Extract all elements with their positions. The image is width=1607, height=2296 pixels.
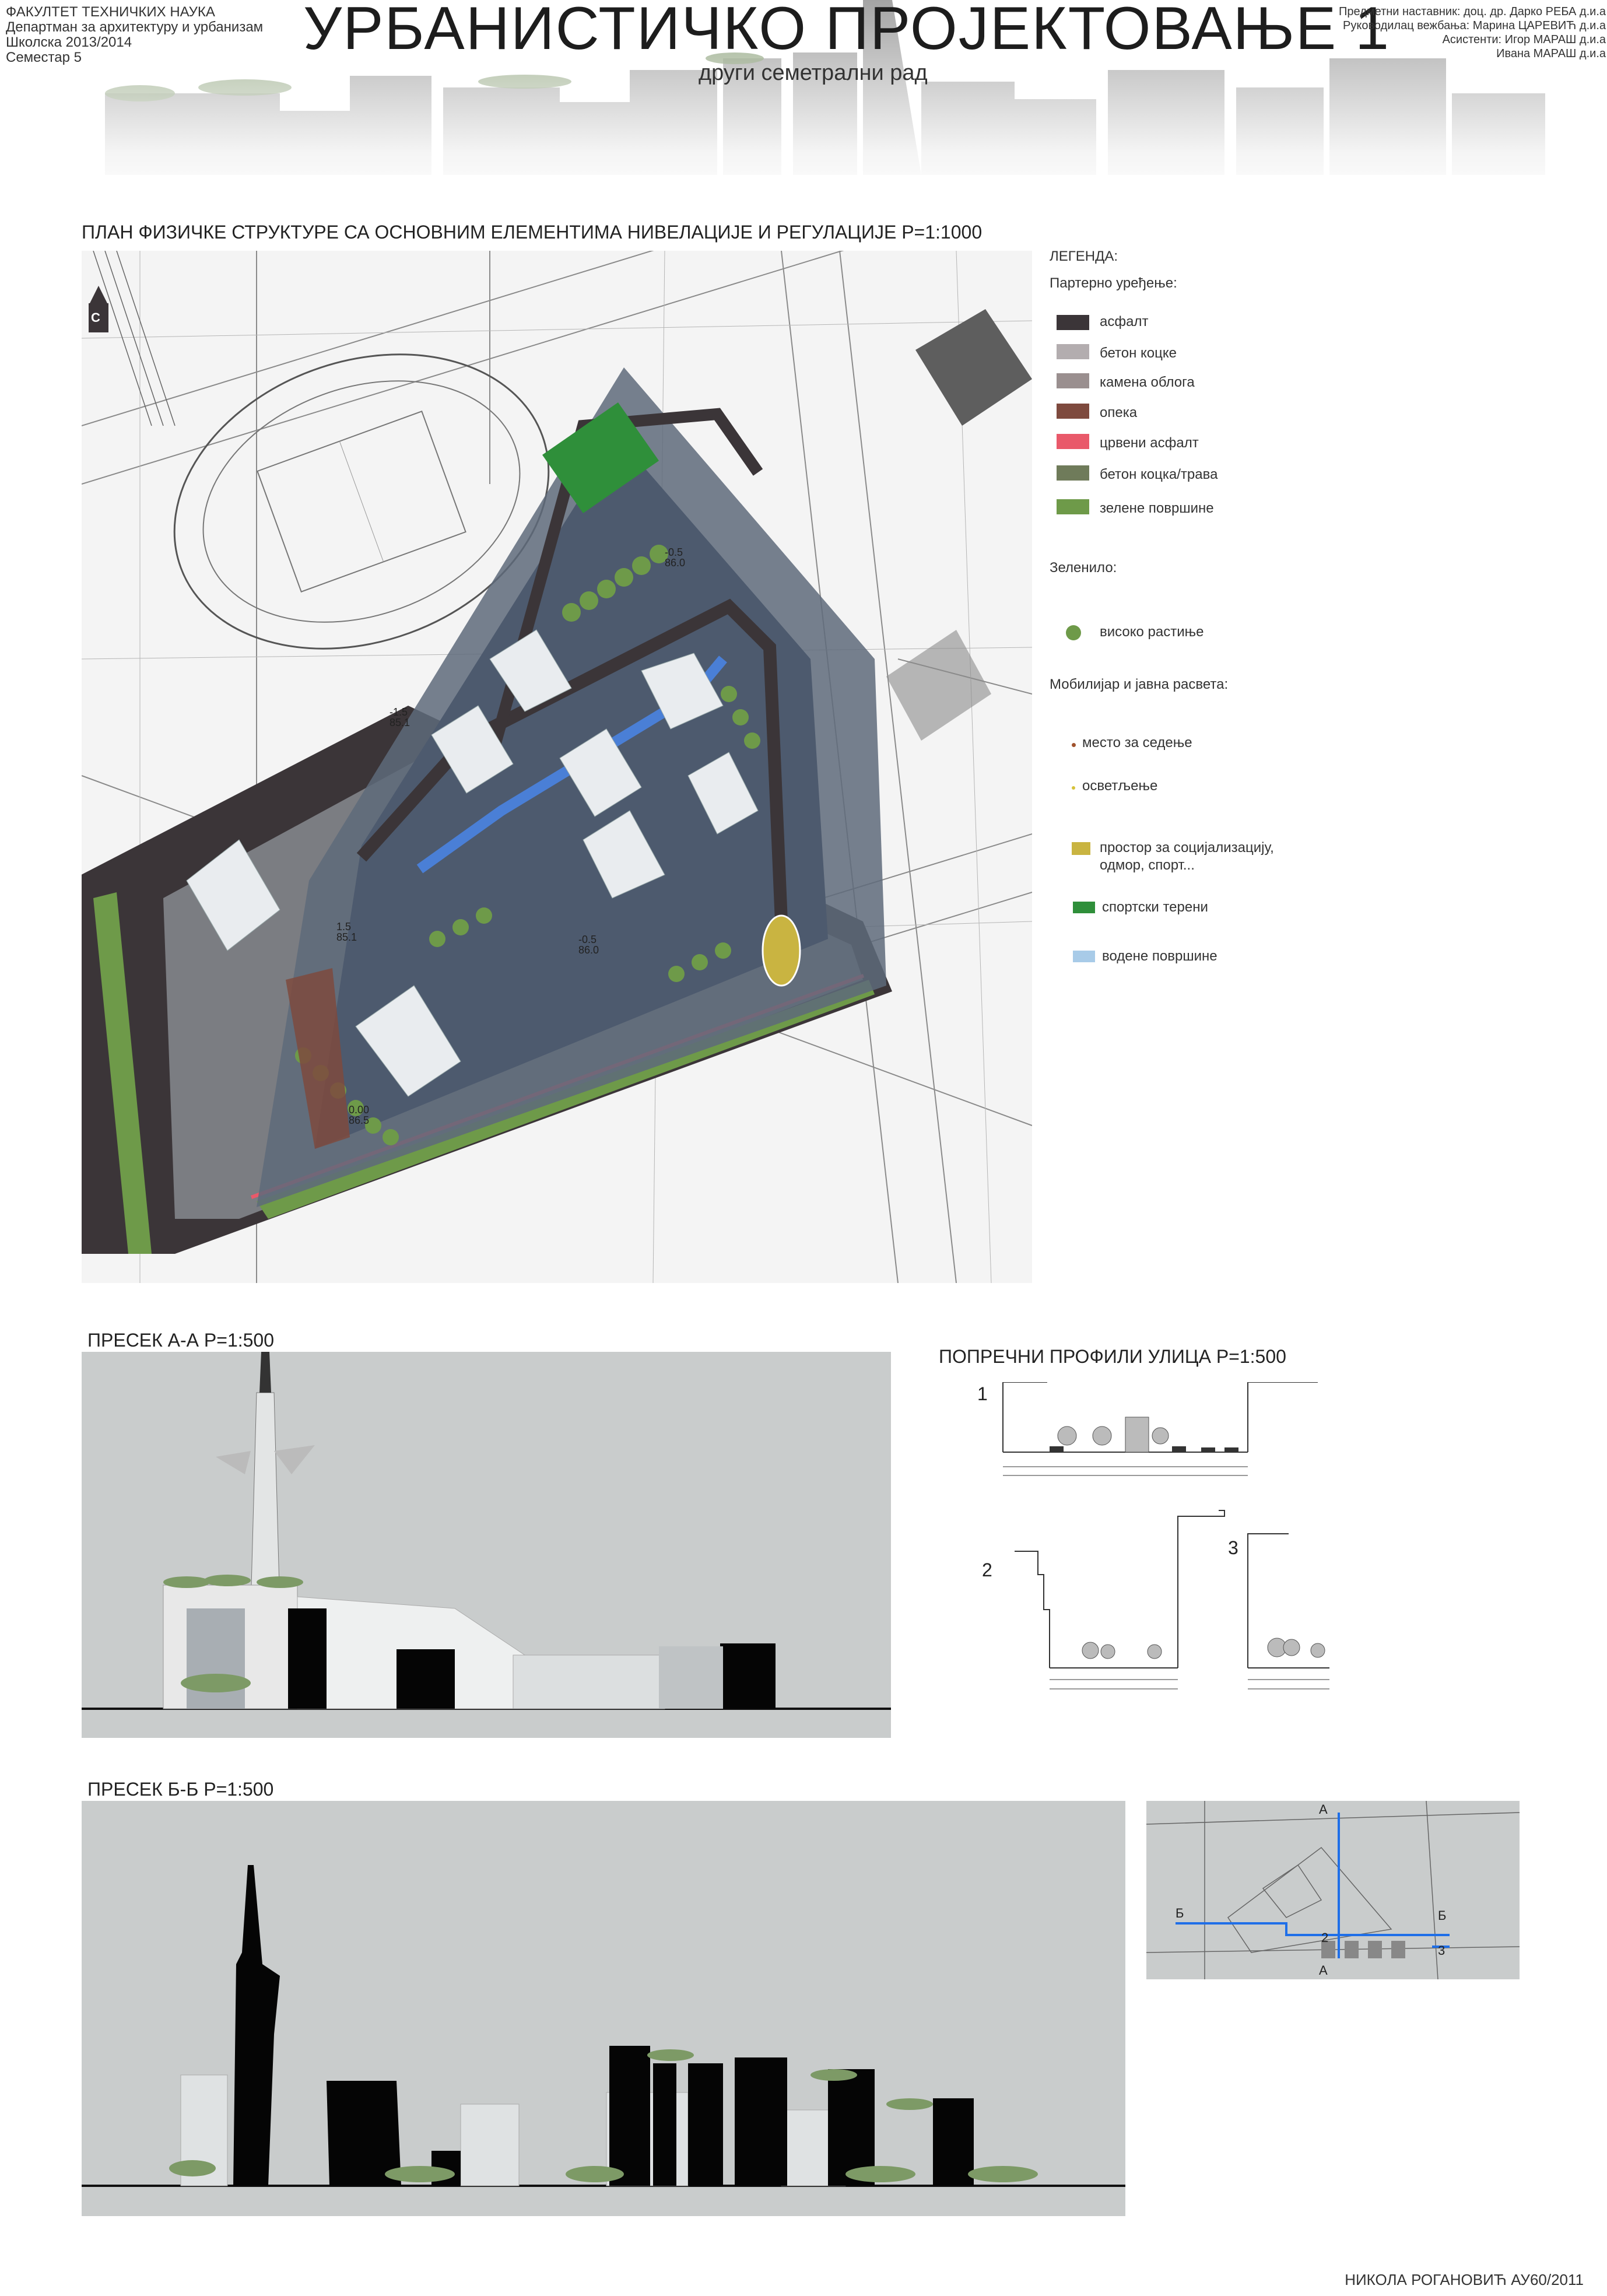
- level-value: 0.00: [349, 1104, 370, 1116]
- section-aa-drawing: [82, 1352, 891, 1738]
- key-plan-svg: [1146, 1801, 1520, 1979]
- section-bb-svg: [82, 1801, 1125, 2216]
- legend-label: зелене површине: [1100, 500, 1214, 516]
- legend-label: камена облога: [1100, 374, 1195, 390]
- legend-label: место за седење: [1082, 735, 1192, 751]
- key-plan-label: А: [1319, 1963, 1328, 1978]
- level-value: 86.0: [665, 557, 686, 569]
- key-plan-label: Б: [1438, 1908, 1447, 1923]
- legend-heading: Партерно уређење:: [1050, 275, 1177, 291]
- plan-title: ПЛАН ФИЗИЧКЕ СТРУКТУРЕ СА ОСНОВНИМ ЕЛЕМЕНТИМА НИВЕЛАЦИЈЕ И РЕГУЛАЦИЈЕ Р=1:1000: [82, 222, 983, 243]
- key-plan-label: 2: [1321, 1930, 1329, 1945]
- key-plan: [1146, 1801, 1520, 1979]
- tree-symbol-icon: [1066, 625, 1081, 640]
- legend-label: асфалт: [1100, 314, 1149, 329]
- site-plan-drawing: [82, 251, 1032, 1283]
- legend-heading: Мобилијар и јавна расвета:: [1050, 676, 1229, 692]
- north-arrow-label: С: [91, 310, 100, 325]
- key-plan-label: Б: [1176, 1906, 1184, 1920]
- legend-heading: Зеленило:: [1050, 560, 1117, 576]
- legend-swatch: [1057, 434, 1089, 449]
- level-marker: [336, 921, 357, 942]
- level-marker: [390, 707, 410, 728]
- legend-label: високо растиње: [1100, 624, 1204, 640]
- level-value: 85.1: [390, 717, 410, 728]
- staff-line: Асистенти: Игор МАРАШ д.и.а: [1442, 33, 1606, 46]
- legend-swatch: [1057, 344, 1089, 359]
- street-profiles-drawing: [991, 1382, 1329, 1709]
- legend-swatch: [1057, 404, 1089, 419]
- section-aa-title: ПРЕСЕК А-А Р=1:500: [87, 1330, 275, 1351]
- site-plan: [82, 251, 1032, 1283]
- legend-label: црвени асфалт: [1100, 435, 1199, 451]
- legend-label: бетон коцке: [1100, 345, 1177, 361]
- legend-swatch: [1057, 373, 1089, 388]
- profiles-title: ПОПРЕЧНИ ПРОФИЛИ УЛИЦА Р=1:500: [939, 1346, 1286, 1367]
- staff-line: Руководилац вежбања: Марина ЦАРЕВИЋ д.и.а: [1343, 19, 1606, 32]
- level-value: 85.1: [336, 931, 357, 943]
- department-name: Департман за архитектуру и урбанизам: [6, 19, 264, 35]
- legend-label: осветљење: [1082, 778, 1158, 794]
- bench-symbol-icon: [1072, 743, 1076, 747]
- level-marker: [349, 1105, 369, 1126]
- section-bb-drawing: [82, 1801, 1125, 2216]
- legend-label: опека: [1100, 405, 1138, 420]
- header-info-left: [6, 5, 263, 65]
- legend-label: бетон коцка/трава: [1100, 467, 1218, 482]
- legend-title: ЛЕГЕНДА:: [1050, 248, 1118, 264]
- profile-number: 1: [977, 1383, 988, 1404]
- semester: Семестар 5: [6, 50, 82, 65]
- school-year: Школска 2013/2014: [6, 34, 132, 50]
- legend-swatch: [1057, 315, 1089, 330]
- section-aa-svg: [82, 1352, 891, 1738]
- staff-line: Предметни наставник: доц. др. Дарко РЕБА д.и.а: [1339, 5, 1606, 18]
- level-value: -0.5: [665, 546, 683, 558]
- social-space: [763, 916, 800, 986]
- sports-field-symbol-icon: [1073, 902, 1095, 913]
- legend-label: простор за социјализацију,: [1100, 840, 1274, 856]
- header-staff: [1339, 5, 1606, 61]
- profile-number: 3: [1228, 1537, 1238, 1558]
- section-bb-title: ПРЕСЕК Б-Б Р=1:500: [87, 1779, 274, 1800]
- staff-line: Ивана МАРАШ д.и.а: [1496, 47, 1606, 60]
- faculty-name: ФАКУЛТЕТ ТЕХНИЧКИХ НАУКА: [6, 4, 215, 20]
- lamp-symbol-icon: [1072, 786, 1075, 790]
- page-title: УРБАНИСТИЧКО ПРОЈЕКТОВАЊЕ 1: [303, 0, 1390, 62]
- legend: [1050, 245, 1399, 1003]
- legend-label: водене површине: [1102, 948, 1217, 964]
- level-value: 1.5: [336, 921, 352, 933]
- key-plan-label: 3: [1438, 1943, 1445, 1958]
- level-value: -0.5: [578, 934, 597, 945]
- legend-label: спортски терени: [1102, 899, 1208, 915]
- legend-swatch: [1057, 465, 1089, 481]
- level-value: 86.0: [578, 944, 599, 956]
- key-plan-label: А: [1319, 1802, 1328, 1817]
- water-symbol-icon: [1073, 951, 1095, 962]
- level-value: -1.5: [390, 706, 408, 718]
- social-space-symbol-icon: [1072, 842, 1090, 855]
- level-value: 86.5: [349, 1114, 370, 1126]
- level-marker: [665, 547, 685, 568]
- legend-label: одмор, спорт...: [1100, 857, 1195, 873]
- page-subtitle: други семетрални рад: [699, 61, 928, 85]
- level-marker: [578, 934, 599, 955]
- author-signature: НИКОЛА РОГАНОВИЋ АУ60/2011: [1345, 2271, 1584, 2288]
- profile-number: 2: [982, 1559, 992, 1580]
- legend-swatch: [1057, 499, 1089, 514]
